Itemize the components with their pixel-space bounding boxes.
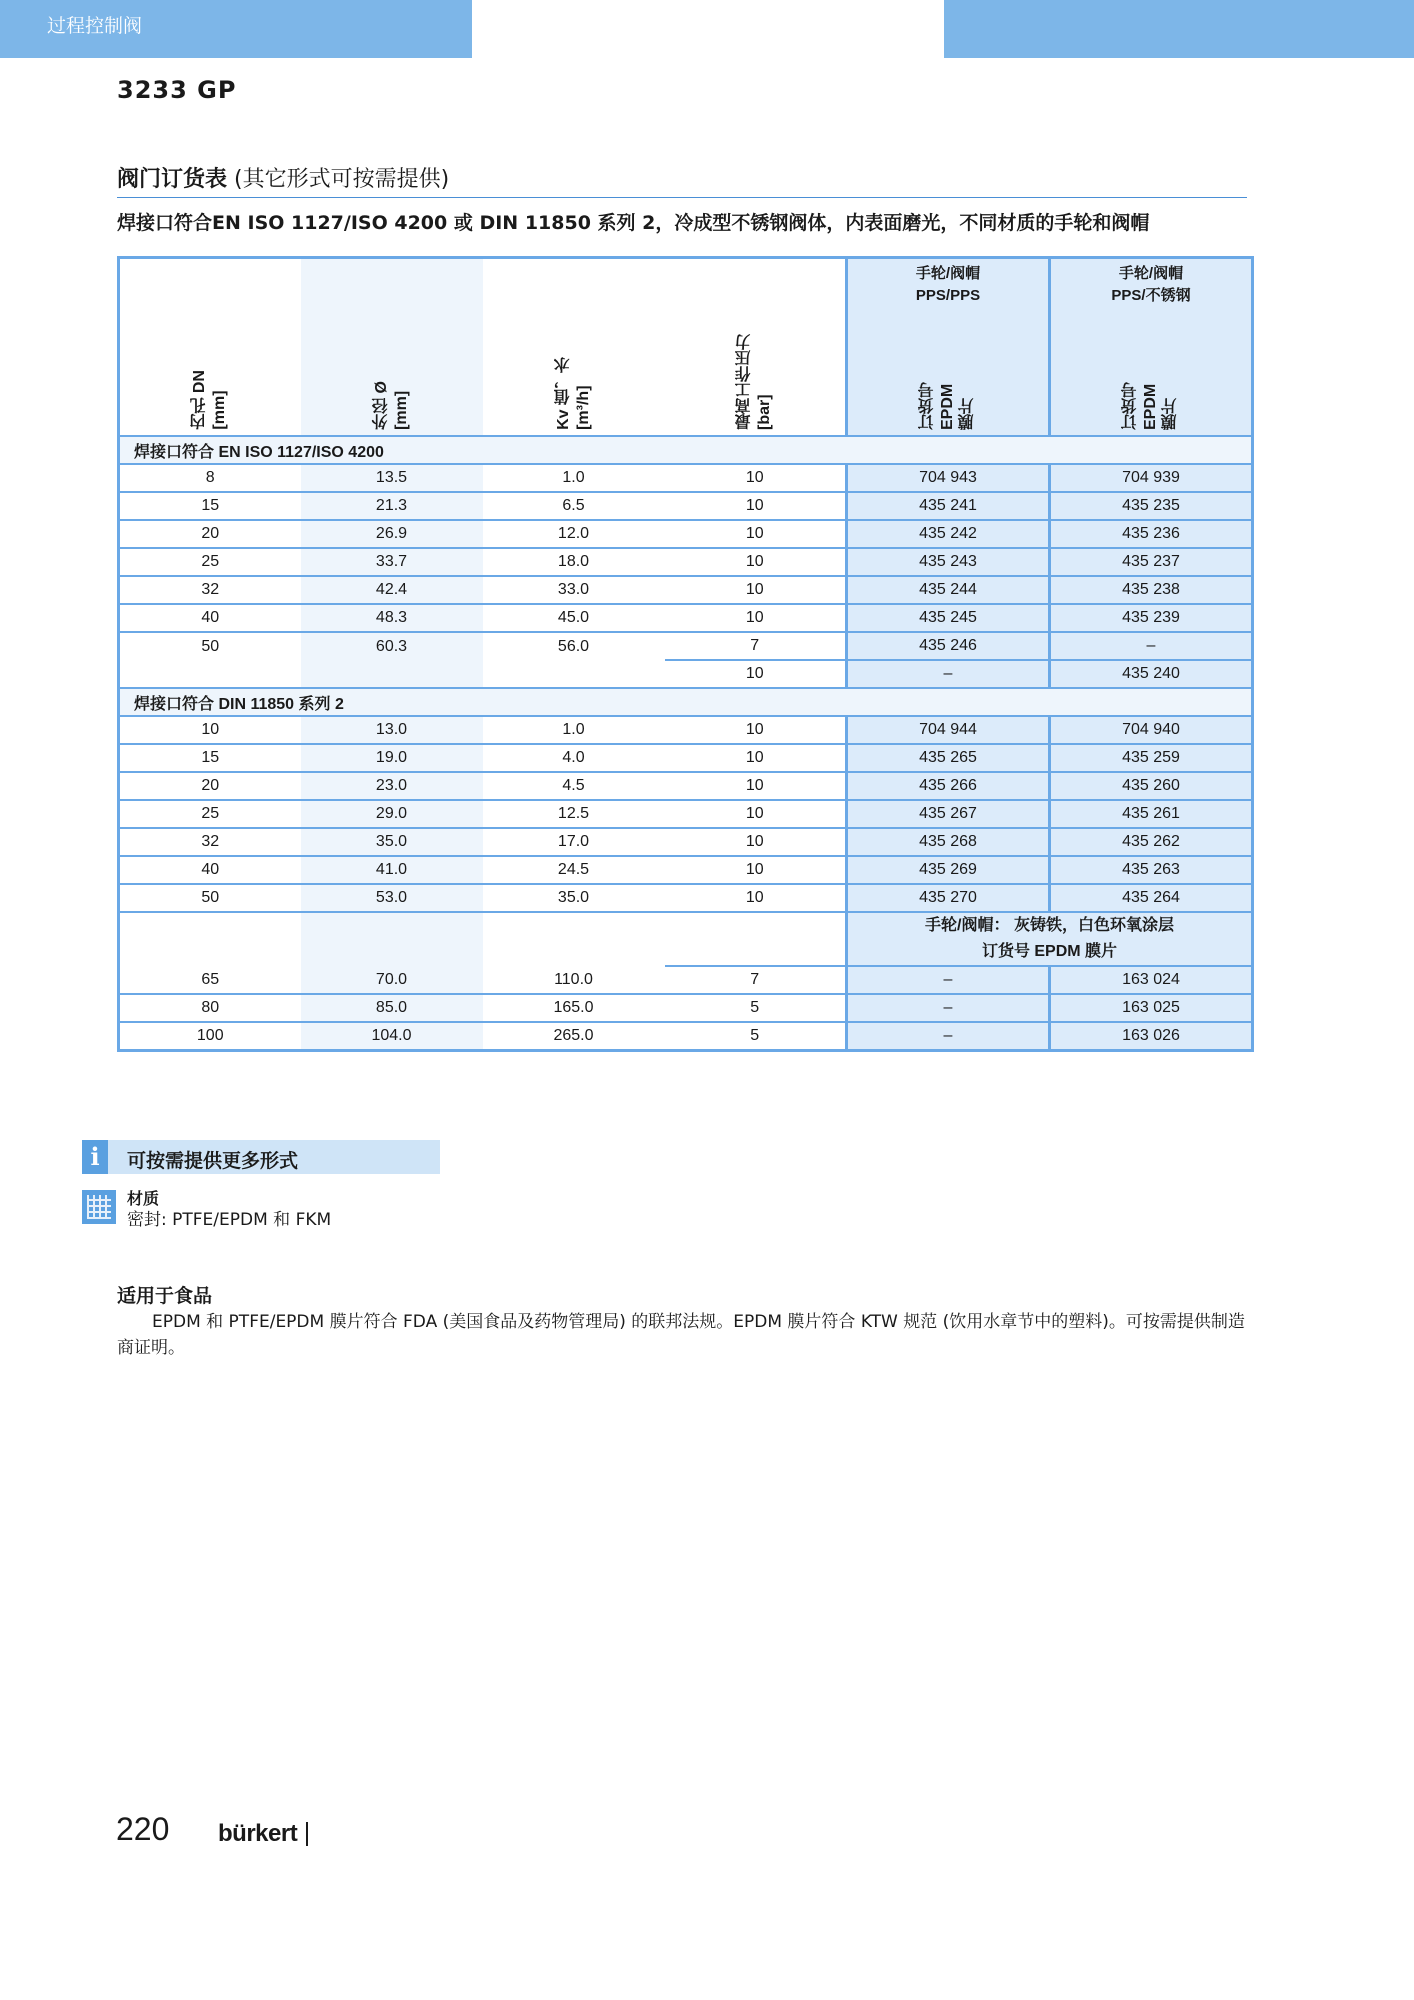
- header-pmax: [665, 258, 847, 437]
- cell-order-ss: 435 262: [1050, 828, 1253, 856]
- cell-order-pps: 435 246: [847, 632, 1050, 660]
- cell-od: 41.0: [301, 856, 483, 884]
- cell-od: 19.0: [301, 744, 483, 772]
- cell-dn: 20: [119, 520, 301, 548]
- cast-iron-subheader-row: [119, 912, 1253, 966]
- cell-pmax: 10: [665, 800, 847, 828]
- table-row: [119, 660, 1253, 688]
- cell-order-pps: 435 267: [847, 800, 1050, 828]
- cell-pmax: 5: [665, 994, 847, 1022]
- cell-order-ss: 435 264: [1050, 884, 1253, 912]
- cell-order-ss: 435 263: [1050, 856, 1253, 884]
- cell-order-ss: –: [1050, 632, 1253, 660]
- info-title: 可按需提供更多形式: [127, 1150, 299, 1172]
- food-title: 适用于食品: [117, 1285, 213, 1307]
- cell-order-ss: 163 026: [1050, 1022, 1253, 1051]
- logo-divider: [306, 1822, 308, 1846]
- cell-kv: 4.5: [483, 772, 665, 800]
- cell-order-pps: 435 245: [847, 604, 1050, 632]
- cell-dn: 50: [119, 884, 301, 912]
- table-row: [119, 576, 1253, 604]
- cell-od: 53.0: [301, 884, 483, 912]
- cell-order-pps: 435 265: [847, 744, 1050, 772]
- cell-order-ss: 435 240: [1050, 660, 1253, 688]
- cell-dn: 80: [119, 994, 301, 1022]
- cell-order-pps: 435 266: [847, 772, 1050, 800]
- empty-cell: [301, 912, 483, 966]
- cell-pmax: 10: [665, 744, 847, 772]
- cell-kv: 1.0: [483, 716, 665, 744]
- cell-order-ss: 435 235: [1050, 492, 1253, 520]
- cell-kv: 12.5: [483, 800, 665, 828]
- cell-order-pps: –: [847, 994, 1050, 1022]
- cell-od: 48.3: [301, 604, 483, 632]
- cell-pmax: 7: [665, 632, 847, 660]
- cell-od: 13.5: [301, 464, 483, 492]
- cell-kv: [483, 660, 665, 688]
- table-header-row: [119, 258, 1253, 437]
- empty-cell: [483, 912, 665, 966]
- cell-order-pps: 704 944: [847, 716, 1050, 744]
- header-pps-order: 订货号 EPDM 膜片: [919, 382, 976, 430]
- cell-pmax: 10: [665, 464, 847, 492]
- header-dn: [119, 258, 301, 437]
- cast-iron-subheader: 手轮/阀帽： 灰铸铁，白色环氧涂层 订货号 EPDM 膜片: [847, 912, 1253, 966]
- material-grid-icon: [82, 1190, 116, 1224]
- cell-order-ss: 435 239: [1050, 604, 1253, 632]
- header-kv-text: Kv 值，水 [m³/h]: [554, 357, 592, 430]
- cell-order-ss: 435 261: [1050, 800, 1253, 828]
- header-od-text: 外径 Ø [mm]: [372, 381, 410, 430]
- cell-kv: 165.0: [483, 994, 665, 1022]
- cell-order-pps: 435 244: [847, 576, 1050, 604]
- header-ss-top: 手轮/阀帽 PPS/不锈钢: [1111, 265, 1191, 304]
- section-title-bold: 阀门订货表: [117, 167, 228, 192]
- cell-order-ss: 435 260: [1050, 772, 1253, 800]
- cell-order-pps: 435 270: [847, 884, 1050, 912]
- header-kv: [483, 258, 665, 437]
- material-label: 材质: [127, 1189, 160, 1208]
- table-row: [119, 800, 1253, 828]
- table-row: [119, 884, 1253, 912]
- table-row: [119, 994, 1253, 1022]
- cell-order-pps: 435 243: [847, 548, 1050, 576]
- cell-pmax: 10: [665, 856, 847, 884]
- cell-pmax: 10: [665, 576, 847, 604]
- cell-order-ss: 435 259: [1050, 744, 1253, 772]
- cell-order-ss: 163 025: [1050, 994, 1253, 1022]
- cell-kv: 1.0: [483, 464, 665, 492]
- header-pmax-text: 最高工作压力 [bar]: [735, 334, 773, 430]
- order-table: [117, 256, 1254, 1052]
- empty-cell: [119, 912, 301, 966]
- cell-kv: 45.0: [483, 604, 665, 632]
- header-bar-left: [0, 0, 472, 58]
- cell-order-pps: 435 242: [847, 520, 1050, 548]
- cell-pmax: 10: [665, 772, 847, 800]
- cell-kv: 24.5: [483, 856, 665, 884]
- header-pps: [847, 258, 1050, 437]
- brand-logo: bürkert: [218, 1820, 298, 1847]
- table-row: [119, 1022, 1253, 1051]
- cell-kv: 6.5: [483, 492, 665, 520]
- cell-dn: 15: [119, 492, 301, 520]
- group-row-din: [119, 688, 1253, 716]
- cell-dn: 25: [119, 548, 301, 576]
- cell-od: 35.0: [301, 828, 483, 856]
- table-row: [119, 632, 1253, 660]
- cell-dn: 25: [119, 800, 301, 828]
- cell-order-pps: 435 241: [847, 492, 1050, 520]
- cell-kv: 12.0: [483, 520, 665, 548]
- cell-dn: 20: [119, 772, 301, 800]
- cell-kv: 17.0: [483, 828, 665, 856]
- cell-pmax: 10: [665, 548, 847, 576]
- table-row: [119, 604, 1253, 632]
- cell-pmax: 10: [665, 520, 847, 548]
- header-category: 过程控制阀: [47, 15, 143, 37]
- group-label: 焊接口符合 EN ISO 1127/ISO 4200: [119, 436, 1253, 464]
- header-bar-right: [944, 0, 1414, 58]
- cell-kv: 56.0: [483, 632, 665, 660]
- cell-kv: 265.0: [483, 1022, 665, 1051]
- cell-od: [301, 660, 483, 688]
- cell-order-ss: 704 940: [1050, 716, 1253, 744]
- empty-cell: [665, 912, 847, 966]
- cell-order-pps: 435 268: [847, 828, 1050, 856]
- cell-od: 29.0: [301, 800, 483, 828]
- header-dn-text: 内孔 DN [mm]: [191, 370, 229, 430]
- cell-pmax: 10: [665, 884, 847, 912]
- cell-od: 13.0: [301, 716, 483, 744]
- cell-dn: 100: [119, 1022, 301, 1051]
- cell-dn: 15: [119, 744, 301, 772]
- cell-od: 60.3: [301, 632, 483, 660]
- cell-pmax: 5: [665, 1022, 847, 1051]
- cell-dn: 40: [119, 604, 301, 632]
- cell-od: 33.7: [301, 548, 483, 576]
- cell-dn: [119, 660, 301, 688]
- group-row-en-iso: [119, 436, 1253, 464]
- cell-pmax: 10: [665, 604, 847, 632]
- cell-order-pps: –: [847, 966, 1050, 994]
- cell-dn: 32: [119, 576, 301, 604]
- cell-od: 23.0: [301, 772, 483, 800]
- cell-od: 104.0: [301, 1022, 483, 1051]
- section-title-rest: (其它形式可按需提供): [227, 167, 450, 192]
- header-ss: [1050, 258, 1253, 437]
- cell-dn: 50: [119, 632, 301, 660]
- cell-dn: 65: [119, 966, 301, 994]
- cell-order-pps: 435 269: [847, 856, 1050, 884]
- cell-kv: 110.0: [483, 966, 665, 994]
- header-pps-top: 手轮/阀帽 PPS/PPS: [915, 265, 981, 304]
- cell-od: 21.3: [301, 492, 483, 520]
- table-row: [119, 464, 1253, 492]
- cell-od: 85.0: [301, 994, 483, 1022]
- cell-dn: 40: [119, 856, 301, 884]
- cell-kv: 33.0: [483, 576, 665, 604]
- page-number: 220: [116, 1811, 170, 1847]
- section-subtitle: 焊接口符合EN ISO 1127/ISO 4200 或 DIN 11850 系列 2，冷成型不锈钢阀体，内表面磨光，不同材质的手轮和阀帽: [117, 212, 1150, 234]
- food-text: EPDM 和 PTFE/EPDM 膜片符合 FDA (美国食品及药物管理局) 的联邦法规。EPDM 膜片符合 KTW 规范 (饮用水章节中的塑料)。可按需提供制造商证明。: [117, 1312, 1245, 1358]
- cell-od: 26.9: [301, 520, 483, 548]
- header-ss-order: 订货号 EPDM 膜片: [1122, 382, 1179, 430]
- cell-order-ss: 163 024: [1050, 966, 1253, 994]
- table-row: [119, 772, 1253, 800]
- cell-order-ss: 435 238: [1050, 576, 1253, 604]
- cell-dn: 32: [119, 828, 301, 856]
- cell-kv: 18.0: [483, 548, 665, 576]
- table-row: [119, 856, 1253, 884]
- table-row: [119, 966, 1253, 994]
- table-row: [119, 716, 1253, 744]
- cell-order-pps: –: [847, 660, 1050, 688]
- cell-pmax: 10: [665, 716, 847, 744]
- material-text: 密封: PTFE/EPDM 和 FKM: [127, 1210, 332, 1230]
- table-row: [119, 744, 1253, 772]
- table-row: [119, 828, 1253, 856]
- product-title: 3233 GP: [117, 76, 237, 104]
- section-title: [117, 162, 1247, 198]
- cell-pmax: 10: [665, 660, 847, 688]
- cell-od: 70.0: [301, 966, 483, 994]
- cell-order-ss: 435 237: [1050, 548, 1253, 576]
- cell-kv: 4.0: [483, 744, 665, 772]
- cell-dn: 10: [119, 716, 301, 744]
- cell-order-ss: 704 939: [1050, 464, 1253, 492]
- table-row: [119, 520, 1253, 548]
- table-row: [119, 548, 1253, 576]
- cell-dn: 8: [119, 464, 301, 492]
- cell-kv: 35.0: [483, 884, 665, 912]
- cell-order-pps: –: [847, 1022, 1050, 1051]
- header-od: [301, 258, 483, 437]
- cell-order-ss: 435 236: [1050, 520, 1253, 548]
- info-icon: i: [82, 1140, 108, 1174]
- cell-order-pps: 704 943: [847, 464, 1050, 492]
- cell-pmax: 10: [665, 828, 847, 856]
- table-row: [119, 492, 1253, 520]
- cell-pmax: 10: [665, 492, 847, 520]
- cell-od: 42.4: [301, 576, 483, 604]
- cell-pmax: 7: [665, 966, 847, 994]
- group-label: 焊接口符合 DIN 11850 系列 2: [119, 688, 1253, 716]
